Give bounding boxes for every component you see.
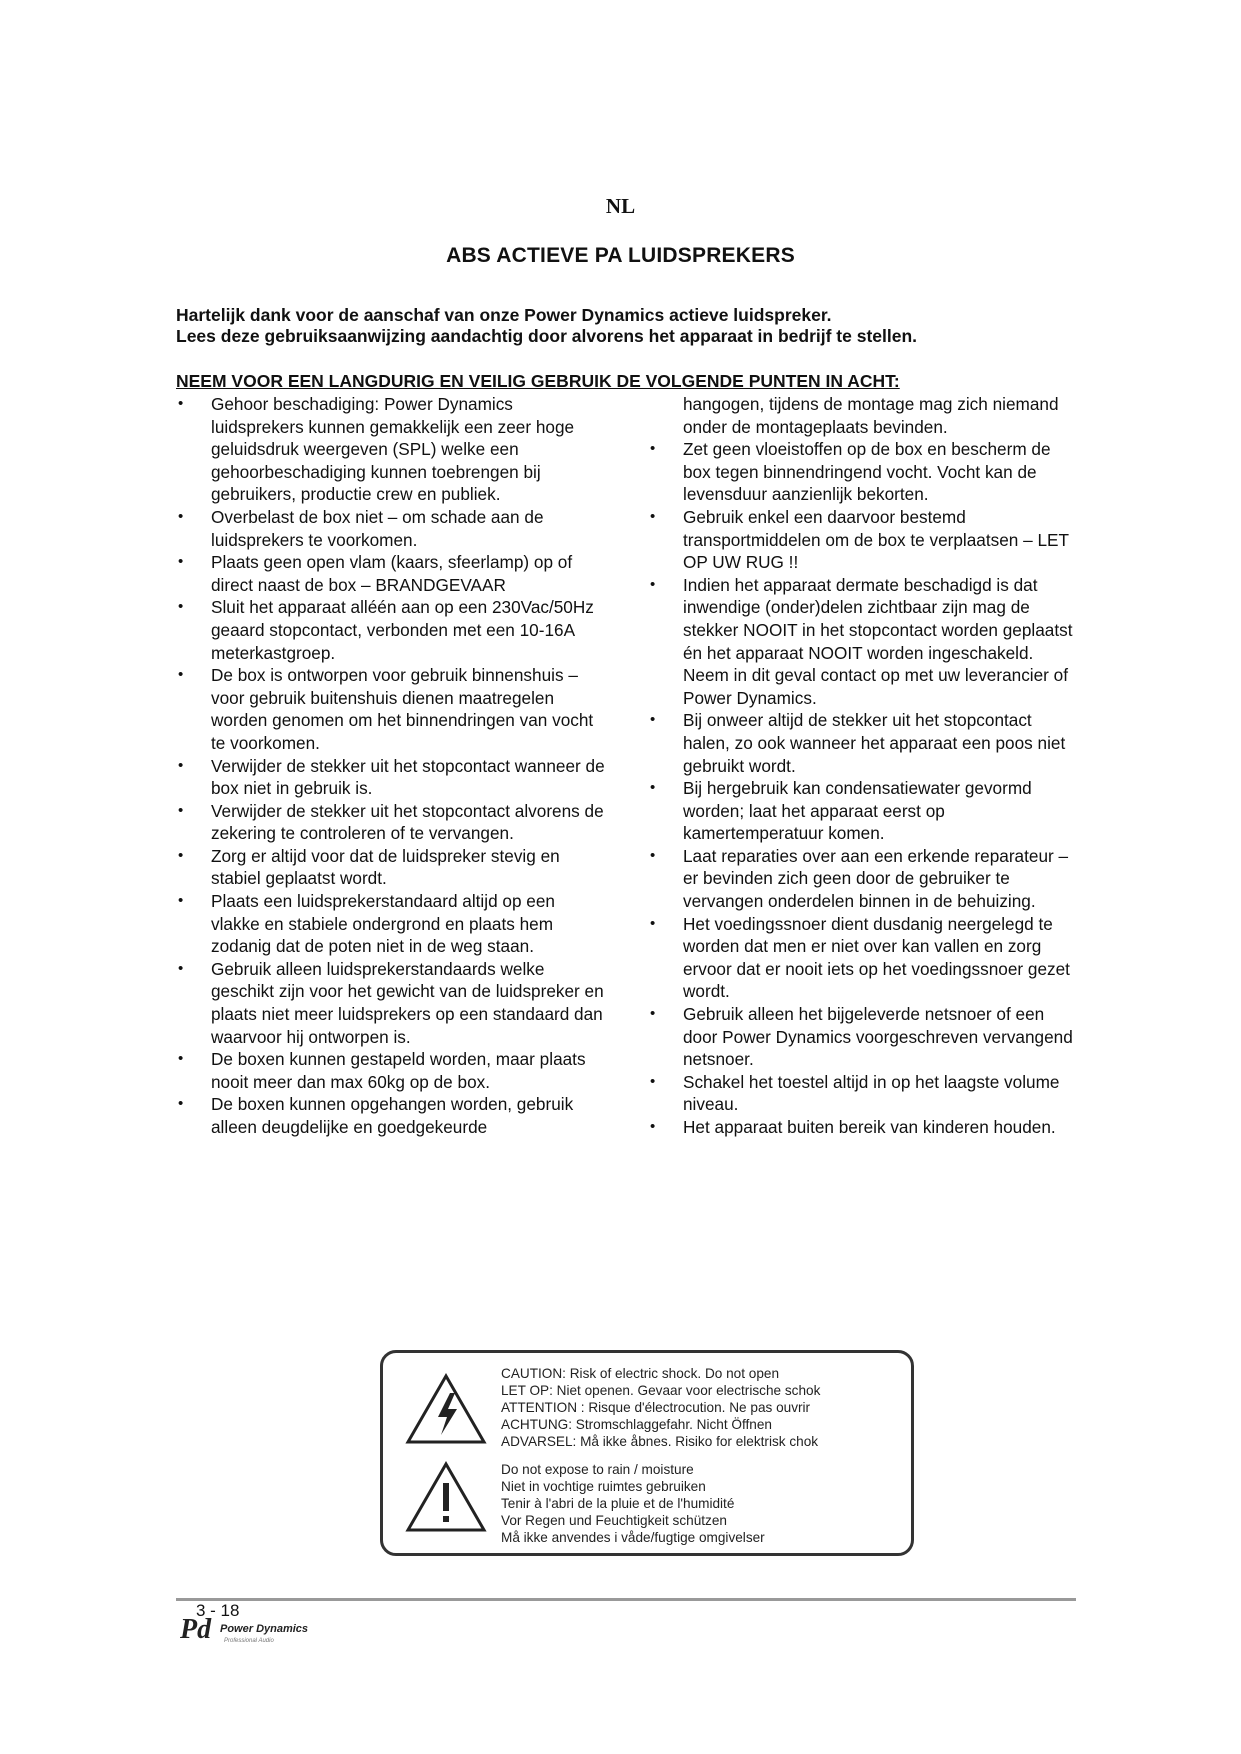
bullet-icon: • <box>178 846 184 864</box>
bullet-icon: • <box>650 914 656 932</box>
caution-label <box>380 1350 914 1556</box>
bullet-icon: • <box>178 756 184 774</box>
bullet-icon: • <box>650 779 656 797</box>
safety-list-right <box>648 393 1078 1139</box>
footer-divider <box>176 1598 1076 1601</box>
safety-heading: NEEM VOOR EEN LANGDURIG EN VEILIG GEBRUIK DE VOLGENDE PUNTEN IN ACHT: <box>176 371 900 391</box>
list-item: • Het apparaat buiten bereik van kinderen houden. <box>650 1117 1056 1137</box>
list-item: • Schakel het toestel altijd in op het laagste volume niveau. <box>650 1071 1060 1115</box>
intro-text <box>176 305 1076 347</box>
bullet-icon: • <box>178 395 184 412</box>
list-item: • Bij hergebruik kan condensatiewater gevormd worden; laat het apparaat eerst op kamertemperatuur komen. <box>650 778 1032 844</box>
list-item: • Gehoor beschadiging: Power Dynamics luidsprekers kunnen gemakkelijk een zeer hoge geluidsdruk weergeven (SPL) welke een gehoorbeschadiging kunnen toebrengen bij gebruikers, productie crew en publiek. <box>178 394 575 505</box>
list-item: • Bij onweer altijd de stekker uit het stopcontact halen, zo ook wanneer het apparaat een poos niet gebruikt wordt. <box>650 710 1066 776</box>
moisture-warning-text: Do not expose to rain / moisture Niet in vochtige ruimtes gebruiken Tenir à l'abri de la pluie et de l'humidité Vor Regen und Feuchtigkeit schützen Må ikke anvendes i våde/fugtige omgivelser <box>501 1462 765 1545</box>
bullet-icon: • <box>178 553 184 571</box>
intro-line-1: Hartelijk dank voor de aanschaf van onze Power Dynamics actieve luidspreker. <box>176 305 832 325</box>
language-code: NL <box>605 194 636 218</box>
safety-list-left <box>176 393 606 1139</box>
intro-line-2: Lees deze gebruiksaanwijzing aandachtig door alvorens het apparaat in bedrijf te stellen. <box>176 326 918 346</box>
list-item: • Het voedingssnoer dient dusdanig neergelegd te worden dat men er niet over kan vallen en zorg ervoor dat er nooit iets op het voedingssnoer gezet wordt. <box>650 913 1070 1002</box>
bullet-icon: • <box>650 1118 656 1135</box>
bullet-icon: • <box>650 1072 656 1090</box>
list-item: • Zet geen vloeistoffen op de box en bescherm de box tegen binnendringend vocht. Vocht kan de levensduur aanzienlijk bekorten. <box>650 439 1051 505</box>
electric-shock-warning-icon <box>405 1373 487 1445</box>
bullet-icon: • <box>178 507 184 525</box>
list-item: • Verwijder de stekker uit het stopcontact alvorens de zekering te controleren of te vervangen. <box>178 800 604 844</box>
list-item: • Laat reparaties over aan een erkende reparateur – er bevinden zich geen door de gebruiker te vervangen onderdelen binnen in de behuizing. <box>650 845 1069 912</box>
bullet-icon: • <box>650 711 656 729</box>
page-title: ABS ACTIEVE PA LUIDSPREKERS <box>446 244 795 267</box>
bullet-icon: • <box>650 440 656 458</box>
bullet-icon: • <box>650 846 656 864</box>
list-item: • Gebruik enkel een daarvoor bestemd transportmiddelen om de box te verplaatsen – LET OP UW RUG !! <box>650 506 1069 573</box>
bullet-icon: • <box>178 801 184 819</box>
svg-text:Professional Audio: Professional Audio <box>224 1638 274 1644</box>
svg-text:Pd: Pd <box>180 1614 212 1645</box>
list-item: • Plaats een luidsprekerstandaard altijd op een vlakke en stabiele ondergrond en plaats hem zodanig dat de poten niet in de weg staan. <box>178 891 555 957</box>
list-item: • De boxen kunnen gestapeld worden, maar plaats nooit meer dan max 60kg op de box. <box>178 1049 586 1092</box>
exclamation-warning-icon <box>405 1461 487 1533</box>
list-item: • Gebruik alleen het bijgeleverde netsnoer of een door Power Dynamics voorgeschreven vervangend netsnoer. <box>650 1004 1073 1070</box>
list-item: • Sluit het apparaat alléén aan op een 230Vac/50Hz geaard stopcontact, verbonden met een 10-16A meterkastgroep. <box>178 597 594 663</box>
shock-warning-text: CAUTION: Risk of electric shock. Do not open LET OP: Niet openen. Gevaar voor electrische schok ATTENTION : Risque d'électrocution. Ne pas ouvrir ACHTUNG: Stromschlaggefahr. Nicht Öffnen ADVARSEL: Må ikke åbnes. Risiko for elektrisk chok <box>501 1366 821 1449</box>
page-number: 3 - 18 <box>196 1601 240 1620</box>
bullet-icon: • <box>178 1050 184 1068</box>
bullet-icon: • <box>178 666 184 684</box>
bullet-icon: • <box>178 598 184 616</box>
list-item: • De boxen kunnen opgehangen worden, gebruik alleen deugdelijke en goedgekeurde <box>178 1094 574 1137</box>
bullet-icon: • <box>178 959 184 977</box>
list-item-continuation: hangogen, tijdens de montage mag zich niemand onder de montageplaats bevinden. <box>683 394 1059 437</box>
list-item: • Plaats geen open vlam (kaars, sfeerlamp) op of direct naast de box – BRANDGEVAAR <box>178 552 573 595</box>
bullet-icon: • <box>178 1095 184 1113</box>
list-item: • Gebruik alleen luidsprekerstandaards welke geschikt zijn voor het gewicht van de luidspreker en plaats niet meer luidsprekers op een standaard dan waarvoor hij ontworpen is. <box>178 958 604 1047</box>
list-item: • Verwijder de stekker uit het stopcontact wanneer de box niet in gebruik is. <box>178 755 605 799</box>
power-dynamics-logo <box>178 1612 318 1646</box>
list-item: • Indien het apparaat dermate beschadigd is dat inwendige (onder)delen zichtbaar zijn mag de stekker NOOIT in het stopcontact worden geplaatst én het apparaat NOOIT worden ingeschakeld. Neem in dit geval contact op met uw leverancier of Power Dynamics. <box>650 574 1073 708</box>
svg-text:Power Dynamics: Power Dynamics <box>220 1623 309 1635</box>
list-item: • Zorg er altijd voor dat de luidspreker stevig en stabiel geplaatst wordt. <box>178 845 560 889</box>
bullet-icon: • <box>650 507 656 525</box>
bullet-icon: • <box>650 1005 656 1023</box>
bullet-icon: • <box>178 892 184 910</box>
list-item: • De box is ontworpen voor gebruik binnenshuis – voor gebruik buitenshuis dienen maatregelen worden genomen om het binnendringen van vocht te voorkomen. <box>178 665 594 753</box>
list-item: • Overbelast de box niet – om schade aan de luidsprekers te voorkomen. <box>178 506 544 550</box>
bullet-icon: • <box>650 575 656 593</box>
